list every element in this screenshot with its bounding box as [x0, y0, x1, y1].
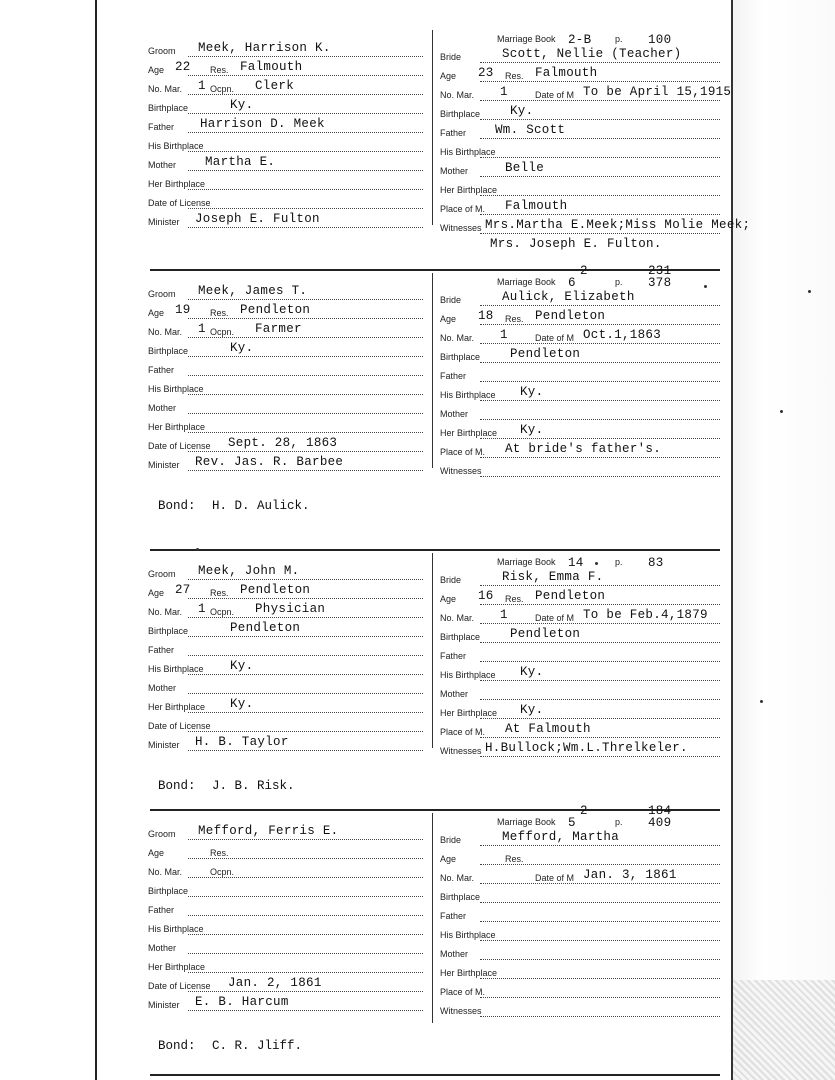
column-divider [432, 273, 433, 468]
bride-age-value: 16 [478, 589, 494, 603]
dotted-line [188, 579, 423, 580]
groom-mother-label: Mother [148, 160, 177, 170]
scan-speck [595, 562, 598, 565]
dotted-line [480, 756, 720, 757]
groom-name-label: Groom [148, 289, 176, 299]
groom-age-label: Age [148, 65, 165, 75]
groom-age-value: 22 [175, 60, 191, 74]
groom-name-label: Groom [148, 569, 176, 579]
marriage-book-label: Marriage Book [497, 817, 556, 827]
dotted-line [188, 208, 423, 209]
groom-no_mar-label: No. Mar. [148, 607, 183, 617]
bride-mother-label: Mother [440, 166, 469, 176]
dotted-line [188, 189, 423, 190]
dotted-line [480, 845, 720, 846]
marriage-book-page-label: p. [615, 557, 623, 567]
dotted-line [480, 343, 720, 344]
groom-date_of_license-label: Date of License [148, 441, 211, 451]
groom-birthplace-value: Ky. [230, 341, 254, 355]
groom-his_birthplace-label: His Birthplace [148, 664, 204, 674]
groom-no_mar-value: 1 [198, 602, 206, 616]
bride-birthplace-label: Birthplace [440, 892, 481, 902]
marriage-page-top: 184 [648, 804, 672, 818]
dotted-line [480, 585, 720, 586]
groom-ocpn-value: Physician [255, 602, 326, 616]
bride-witnesses-label: Witnesses [440, 1006, 482, 1016]
dotted-line [188, 170, 423, 171]
bride-place_of_m-value: At Falmouth [505, 722, 591, 736]
bride-res-label: Res. [505, 71, 524, 81]
bride-his_birthplace-label: His Birthplace [440, 930, 496, 940]
dotted-line [480, 233, 720, 234]
groom-no_mar-value: 1 [198, 322, 206, 336]
bond-label: Bond: [158, 499, 196, 513]
marriage-book-page-label: p. [615, 34, 623, 44]
scan-speck [704, 285, 707, 288]
bride-his_birthplace-value: Ky. [520, 385, 544, 399]
dotted-line [480, 921, 720, 922]
dotted-line [188, 318, 423, 319]
bride-no_mar-label: No. Mar. [440, 873, 475, 883]
dotted-line [188, 299, 423, 300]
dotted-line [480, 997, 720, 998]
dotted-line [188, 896, 423, 897]
groom-birthplace-value: Ky. [230, 98, 254, 112]
groom-birthplace-label: Birthplace [148, 886, 189, 896]
bride-name-label: Bride [440, 835, 462, 845]
dotted-line [188, 470, 423, 471]
bride-date-of-m-value: Oct.1,1863 [583, 328, 662, 342]
groom-father-value: Harrison D. Meek [200, 117, 325, 131]
bride-place_of_m-value: At bride's father's. [505, 442, 662, 456]
bride-date-of-m-label: Date of M [535, 873, 575, 883]
groom-date_of_license-label: Date of License [148, 981, 211, 991]
bride-her_birthplace-value: Ky. [520, 703, 544, 717]
bride-name-value: Scott, Nellie (Teacher) [502, 47, 682, 61]
groom-ocpn-label: Ocpn. [210, 84, 235, 94]
dotted-line [188, 132, 423, 133]
bride-birthplace-label: Birthplace [440, 352, 481, 362]
groom-mother-label: Mother [148, 683, 177, 693]
groom-minister-label: Minister [148, 1000, 180, 1010]
dotted-line [480, 642, 720, 643]
groom-name-value: Meek, John M. [198, 564, 300, 578]
marriage-book-label: Marriage Book [497, 277, 556, 287]
groom-minister-label: Minister [148, 460, 180, 470]
bride-birthplace-value: Ky. [510, 104, 534, 118]
dotted-line [188, 636, 423, 637]
groom-her_birthplace-value: Ky. [230, 697, 254, 711]
dotted-line [188, 56, 423, 57]
groom-res-value: Falmouth [240, 60, 303, 74]
dotted-line [188, 915, 423, 916]
groom-ocpn-label: Ocpn. [210, 867, 235, 877]
marriage-book-value: 6 [568, 276, 576, 290]
groom-age-value: 27 [175, 583, 191, 597]
groom-name-label: Groom [148, 46, 176, 56]
dotted-line [188, 227, 423, 228]
bride-father-label: Father [440, 371, 467, 381]
dotted-line [480, 902, 720, 903]
bride-res-label: Res. [505, 314, 524, 324]
groom-mother-value: Martha E. [205, 155, 276, 169]
bride-date-of-m-label: Date of M [535, 90, 575, 100]
marriage-page-value: 83 [648, 556, 664, 570]
bride-father-label: Father [440, 651, 467, 661]
bride-no_mar-value: 1 [500, 85, 508, 99]
dotted-line [480, 959, 720, 960]
marriage-book-page-label: p. [615, 817, 623, 827]
groom-ocpn-value: Clerk [255, 79, 295, 93]
dotted-line [480, 195, 720, 196]
record-separator [150, 269, 720, 271]
dotted-line [480, 883, 720, 884]
groom-res-label: Res. [210, 308, 229, 318]
dotted-line [188, 712, 423, 713]
groom-res-label: Res. [210, 588, 229, 598]
bride-no_mar-label: No. Mar. [440, 333, 475, 343]
dotted-line [480, 400, 720, 401]
bond-value: H. D. Aulick. [212, 499, 310, 513]
bride-no_mar-label: No. Mar. [440, 613, 475, 623]
dotted-line [188, 731, 423, 732]
groom-minister-label: Minister [148, 740, 180, 750]
groom-name-value: Meek, Harrison K. [198, 41, 331, 55]
bride-age-label: Age [440, 314, 457, 324]
bottom-rule [150, 1074, 720, 1076]
groom-ocpn-label: Ocpn. [210, 327, 235, 337]
bride-mother-value: Belle [505, 161, 545, 175]
bride-date-of-m-value: To be April 15,1915 [583, 85, 732, 99]
bride-res-label: Res. [505, 854, 524, 864]
dotted-line [188, 75, 423, 76]
dotted-line [480, 604, 720, 605]
dotted-line [188, 151, 423, 152]
marriage-book-label: Marriage Book [497, 557, 556, 567]
dotted-line [188, 877, 423, 878]
bride-mother-label: Mother [440, 949, 469, 959]
groom-date_of_license-label: Date of License [148, 721, 211, 731]
dotted-line [480, 381, 720, 382]
groom-no_mar-value: 1 [198, 79, 206, 93]
dotted-line [188, 750, 423, 751]
bride-witnesses-label: Witnesses [440, 466, 482, 476]
page-right-edge [731, 0, 733, 1080]
dotted-line [480, 737, 720, 738]
bride-place_of_m-label: Place of M. [440, 204, 486, 214]
bond-label: Bond: [158, 1039, 196, 1053]
bride-date-of-m-value: Jan. 3, 1861 [583, 868, 677, 882]
dotted-line [188, 953, 423, 954]
groom-date_of_license-label: Date of License [148, 198, 211, 208]
bride-no_mar-value: 1 [500, 608, 508, 622]
bride-date-of-m-value: To be Feb.4,1879 [583, 608, 708, 622]
bride-birthplace-label: Birthplace [440, 632, 481, 642]
scan-speck [780, 410, 783, 413]
bride-mother-label: Mother [440, 409, 469, 419]
groom-birthplace-label: Birthplace [148, 346, 189, 356]
bride-age-label: Age [440, 854, 457, 864]
dotted-line [188, 655, 423, 656]
groom-date_of_license-value: Jan. 2, 1861 [228, 976, 322, 990]
dotted-line [188, 451, 423, 452]
bride-father-label: Father [440, 128, 467, 138]
groom-minister-label: Minister [148, 217, 180, 227]
groom-her_birthplace-label: Her Birthplace [148, 179, 206, 189]
bride-her_birthplace-value: Ky. [520, 423, 544, 437]
bride-witnesses-label: Witnesses [440, 223, 482, 233]
marriage-book-value: 14 [568, 556, 584, 570]
marriage-book-label: Marriage Book [497, 34, 556, 44]
marriage-book-top: 2 [580, 264, 588, 278]
dotted-line [480, 438, 720, 439]
dotted-line [188, 113, 423, 114]
marriage-page-top: 231 [648, 264, 672, 278]
dotted-line [480, 176, 720, 177]
groom-her_birthplace-label: Her Birthplace [148, 422, 206, 432]
dotted-line [480, 978, 720, 979]
bride-age-value: 18 [478, 309, 494, 323]
bride-his_birthplace-label: His Birthplace [440, 670, 496, 680]
groom-minister-value: E. B. Harcum [195, 995, 289, 1009]
bride-witnesses-2-value: Mrs. Joseph E. Fulton. [490, 237, 662, 251]
scan-speck [196, 548, 199, 551]
dotted-line [480, 623, 720, 624]
groom-date_of_license-value: Sept. 28, 1863 [228, 436, 338, 450]
groom-ocpn-value: Farmer [255, 322, 302, 336]
groom-res-value: Pendleton [240, 583, 311, 597]
groom-father-label: Father [148, 365, 175, 375]
groom-age-label: Age [148, 588, 165, 598]
dotted-line [188, 934, 423, 935]
groom-age-label: Age [148, 308, 165, 318]
bride-his_birthplace-label: His Birthplace [440, 147, 496, 157]
dotted-line [480, 100, 720, 101]
bride-no_mar-label: No. Mar. [440, 90, 475, 100]
record-separator [150, 549, 720, 551]
bride-res-label: Res. [505, 594, 524, 604]
dotted-line [480, 157, 720, 158]
page-left-edge [95, 0, 97, 1080]
dotted-line [480, 940, 720, 941]
groom-name-label: Groom [148, 829, 176, 839]
bride-witnesses-value: H.Bullock;Wm.L.Threlkeler. [485, 741, 688, 755]
bride-place_of_m-label: Place of M. [440, 727, 486, 737]
groom-mother-label: Mother [148, 943, 177, 953]
dotted-line [480, 62, 720, 63]
groom-res-label: Res. [210, 65, 229, 75]
column-divider [432, 813, 433, 1023]
bride-place_of_m-label: Place of M. [440, 447, 486, 457]
groom-birthplace-label: Birthplace [148, 626, 189, 636]
groom-name-value: Mefford, Ferris E. [198, 824, 339, 838]
marriage-book-value: 2-B [568, 33, 592, 47]
bride-age-label: Age [440, 594, 457, 604]
bride-name-value: Risk, Emma F. [502, 570, 604, 584]
dotted-line [188, 394, 423, 395]
bride-place_of_m-label: Place of M. [440, 987, 486, 997]
bride-birthplace-value: Pendleton [510, 627, 581, 641]
column-divider [432, 30, 433, 225]
dotted-line [480, 362, 720, 363]
dotted-line [480, 214, 720, 215]
dotted-line [480, 1016, 720, 1017]
bride-father-value: Wm. Scott [495, 123, 566, 137]
marriage-page-value: 100 [648, 33, 672, 47]
bride-her_birthplace-label: Her Birthplace [440, 708, 498, 718]
bride-date-of-m-label: Date of M [535, 333, 575, 343]
bride-name-label: Bride [440, 575, 462, 585]
groom-his_birthplace-label: His Birthplace [148, 924, 204, 934]
bride-her_birthplace-label: Her Birthplace [440, 968, 498, 978]
groom-birthplace-value: Pendleton [230, 621, 301, 635]
groom-his_birthplace-label: His Birthplace [148, 384, 204, 394]
marriage-book-page-label: p. [615, 277, 623, 287]
dotted-line [188, 617, 423, 618]
dotted-line [480, 680, 720, 681]
dotted-line [188, 1010, 423, 1011]
groom-ocpn-label: Ocpn. [210, 607, 235, 617]
dotted-line [188, 413, 423, 414]
bride-witnesses-value: Mrs.Martha E.Meek;Miss Molie Meek; [485, 218, 751, 232]
bride-name-value: Aulick, Elizabeth [502, 290, 635, 304]
groom-minister-value: Joseph E. Fulton [195, 212, 320, 226]
bride-res-value: Pendleton [535, 309, 606, 323]
groom-age-label: Age [148, 848, 165, 858]
bride-age-label: Age [440, 71, 457, 81]
groom-her_birthplace-label: Her Birthplace [148, 962, 206, 972]
groom-mother-label: Mother [148, 403, 177, 413]
groom-his_birthplace-value: Ky. [230, 659, 254, 673]
bride-his_birthplace-label: His Birthplace [440, 390, 496, 400]
dotted-line [480, 718, 720, 719]
groom-no_mar-label: No. Mar. [148, 327, 183, 337]
dotted-line [480, 661, 720, 662]
marriage-page-value: 378 [648, 276, 672, 290]
dotted-line [480, 305, 720, 306]
dotted-line [480, 699, 720, 700]
bride-no_mar-value: 1 [500, 328, 508, 342]
scan-margin [733, 0, 835, 1080]
dotted-line [188, 356, 423, 357]
dotted-line [188, 432, 423, 433]
groom-no_mar-label: No. Mar. [148, 84, 183, 94]
groom-his_birthplace-label: His Birthplace [148, 141, 204, 151]
bride-place_of_m-value: Falmouth [505, 199, 568, 213]
bride-his_birthplace-value: Ky. [520, 665, 544, 679]
bride-res-value: Falmouth [535, 66, 598, 80]
dotted-line [188, 693, 423, 694]
scan-speck [760, 700, 763, 703]
bride-mother-label: Mother [440, 689, 469, 699]
marriage-book-top: 2 [580, 804, 588, 818]
groom-age-value: 19 [175, 303, 191, 317]
scan-shadow [733, 980, 835, 1080]
marriage-page-value: 409 [648, 816, 672, 830]
dotted-line [480, 324, 720, 325]
bride-name-label: Bride [440, 52, 462, 62]
bride-birthplace-value: Pendleton [510, 347, 581, 361]
bride-name-label: Bride [440, 295, 462, 305]
groom-res-value: Pendleton [240, 303, 311, 317]
dotted-line [188, 972, 423, 973]
bride-res-value: Pendleton [535, 589, 606, 603]
groom-father-label: Father [148, 122, 175, 132]
dotted-line [188, 839, 423, 840]
groom-father-label: Father [148, 645, 175, 655]
dotted-line [480, 119, 720, 120]
dotted-line [480, 476, 720, 477]
marriage-book-value: 5 [568, 816, 576, 830]
dotted-line [480, 419, 720, 420]
bride-her_birthplace-label: Her Birthplace [440, 185, 498, 195]
bride-name-value: Mefford, Martha [502, 830, 620, 844]
dotted-line [480, 81, 720, 82]
dotted-line [188, 375, 423, 376]
column-divider [432, 553, 433, 748]
dotted-line [480, 457, 720, 458]
groom-her_birthplace-label: Her Birthplace [148, 702, 206, 712]
dotted-line [480, 138, 720, 139]
bride-witnesses-label: Witnesses [440, 746, 482, 756]
record-separator [150, 809, 720, 811]
dotted-line [188, 991, 423, 992]
groom-birthplace-label: Birthplace [148, 103, 189, 113]
groom-minister-value: H. B. Taylor [195, 735, 289, 749]
bond-value: C. R. Jliff. [212, 1039, 303, 1053]
bride-her_birthplace-label: Her Birthplace [440, 428, 498, 438]
dotted-line [188, 337, 423, 338]
bond-value: J. B. Risk. [212, 779, 295, 793]
groom-name-value: Meek, James T. [198, 284, 308, 298]
groom-res-label: Res. [210, 848, 229, 858]
bride-date-of-m-label: Date of M [535, 613, 575, 623]
groom-father-label: Father [148, 905, 175, 915]
dotted-line [188, 598, 423, 599]
dotted-line [188, 674, 423, 675]
scan-speck [808, 290, 811, 293]
bond-label: Bond: [158, 779, 196, 793]
bride-birthplace-label: Birthplace [440, 109, 481, 119]
bride-father-label: Father [440, 911, 467, 921]
dotted-line [188, 94, 423, 95]
bride-age-value: 23 [478, 66, 494, 80]
dotted-line [188, 858, 423, 859]
groom-no_mar-label: No. Mar. [148, 867, 183, 877]
groom-minister-value: Rev. Jas. R. Barbee [195, 455, 344, 469]
dotted-line [480, 864, 720, 865]
